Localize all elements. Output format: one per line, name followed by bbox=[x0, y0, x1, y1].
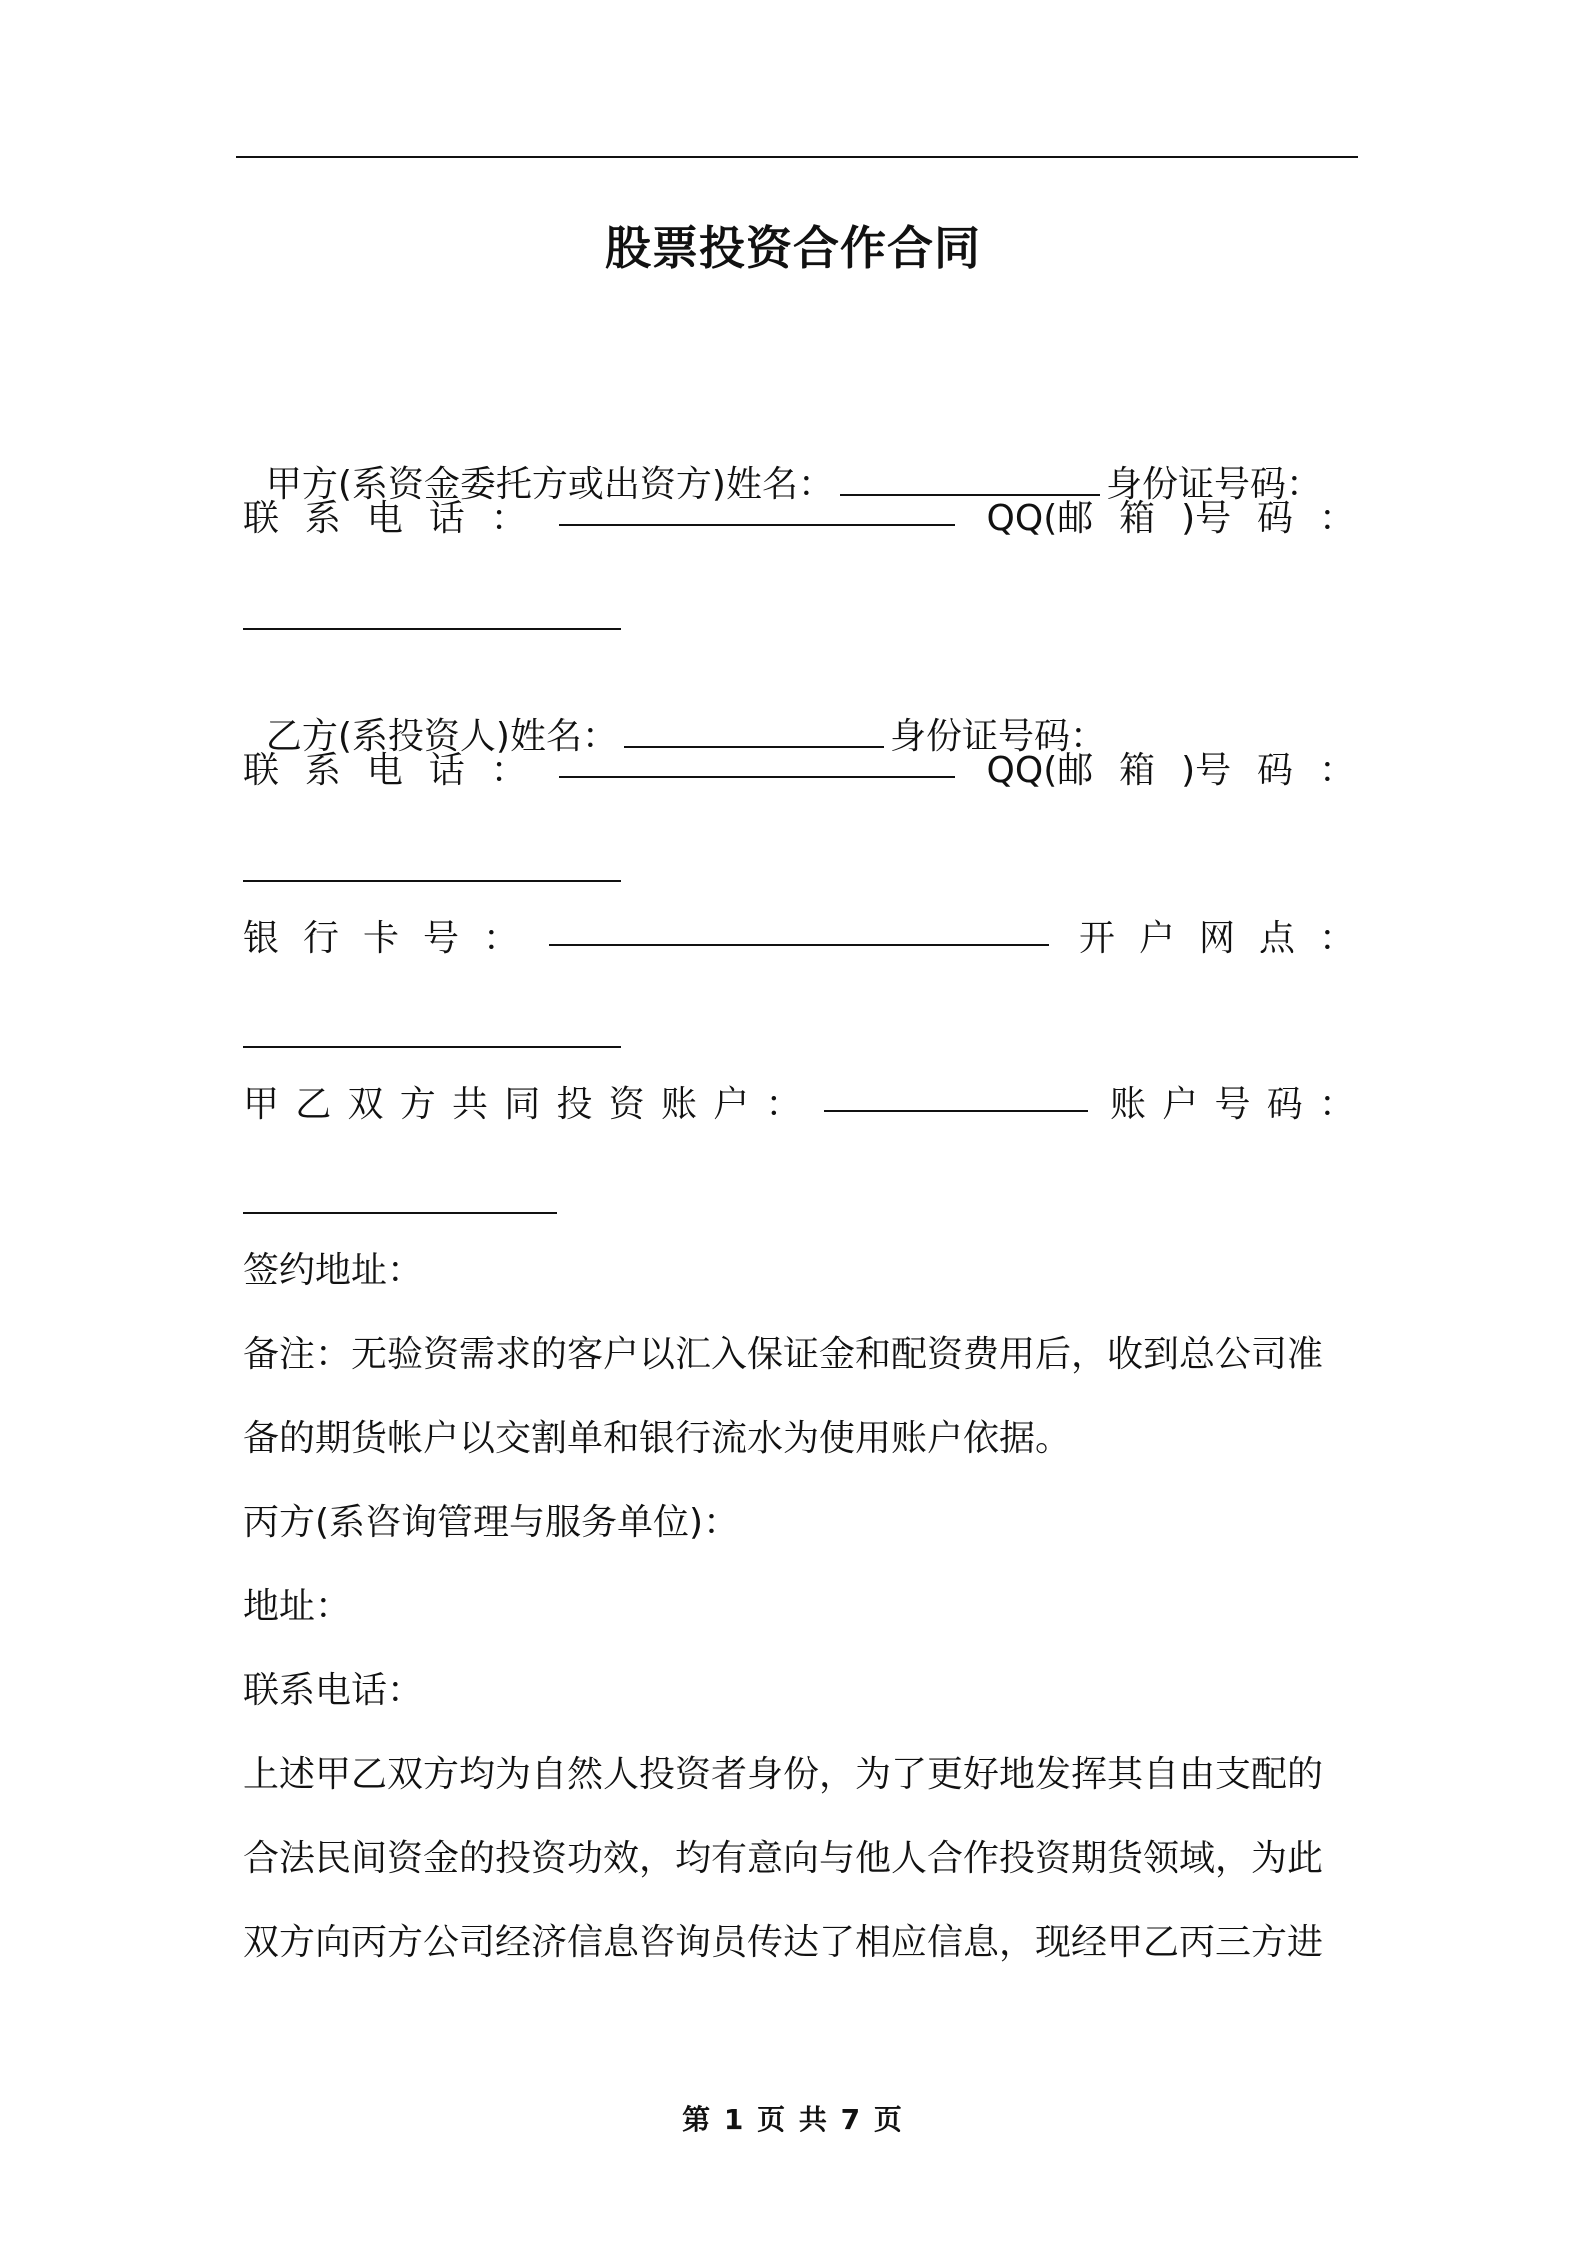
joint-char: 户 bbox=[713, 1084, 750, 1125]
branch-char: 点 bbox=[1258, 918, 1295, 959]
party-b-name-label: 乙方(系投资人)姓名： bbox=[265, 716, 618, 757]
bank-card-blank[interactable] bbox=[549, 914, 1049, 946]
phone-char: 话 bbox=[428, 498, 465, 539]
phone-char: 联 bbox=[243, 498, 280, 539]
party-b-phone-blank[interactable] bbox=[559, 746, 955, 778]
qq-char: )号 bbox=[1181, 750, 1232, 791]
joint-account-blank[interactable] bbox=[824, 1080, 1088, 1112]
party-a-name-line bbox=[243, 410, 1322, 505]
party-c-address: 地址： bbox=[243, 1586, 352, 1627]
qq-char: QQ(邮 bbox=[986, 750, 1094, 791]
party-b-id-label: 身份证号码： bbox=[889, 716, 1106, 757]
account-char: 号 bbox=[1214, 1084, 1251, 1125]
phone-char: ： bbox=[490, 498, 527, 539]
qq-char: 箱 bbox=[1119, 750, 1156, 791]
body-line-2: 合法民间资金的投资功效，均有意向与他人合作投资期货领域，为此 bbox=[243, 1838, 1324, 1879]
branch-char: 户 bbox=[1138, 918, 1175, 959]
joint-char: 甲 bbox=[243, 1084, 280, 1125]
branch-blank[interactable] bbox=[243, 1046, 621, 1048]
bank-char: 卡 bbox=[363, 918, 400, 959]
party-a-phone-line bbox=[243, 494, 1355, 544]
bank-char: 行 bbox=[303, 918, 340, 959]
bank-char: ： bbox=[483, 918, 520, 959]
party-a-qq-blank[interactable] bbox=[243, 628, 621, 630]
joint-char: 资 bbox=[608, 1084, 645, 1125]
branch-char: ： bbox=[1318, 918, 1355, 959]
party-b-name-blank[interactable] bbox=[624, 716, 884, 748]
qq-char: ： bbox=[1318, 750, 1355, 791]
party-b-qq-blank[interactable] bbox=[243, 880, 621, 882]
bank-card-line bbox=[243, 914, 1355, 964]
header-rule bbox=[236, 156, 1358, 158]
joint-account-line bbox=[243, 1080, 1355, 1130]
joint-char: ： bbox=[765, 1084, 802, 1125]
joint-char: 共 bbox=[452, 1084, 489, 1125]
qq-char: 码 bbox=[1257, 750, 1294, 791]
branch-char: 开 bbox=[1078, 918, 1115, 959]
party-c-phone: 联系电话： bbox=[243, 1670, 424, 1711]
joint-char: 投 bbox=[556, 1084, 593, 1125]
party-a-phone-blank[interactable] bbox=[559, 494, 955, 526]
account-char: ： bbox=[1318, 1084, 1355, 1125]
joint-char: 方 bbox=[399, 1084, 436, 1125]
party-a-id-label: 身份证号码： bbox=[1105, 464, 1322, 505]
party-c-name: 丙方(系咨询管理与服务单位)： bbox=[243, 1502, 740, 1543]
body-line-3: 双方向丙方公司经济信息咨询员传达了相应信息，现经甲乙丙三方进 bbox=[243, 1922, 1324, 1963]
party-a-name-blank[interactable] bbox=[840, 464, 1100, 496]
phone-char: 系 bbox=[304, 498, 341, 539]
page-footer: 第 1 页 共 7 页 bbox=[682, 2103, 904, 2136]
phone-char: 系 bbox=[304, 750, 341, 791]
phone-char: 联 bbox=[243, 750, 280, 791]
party-b-name-line bbox=[243, 662, 1106, 757]
joint-char: 账 bbox=[661, 1084, 698, 1125]
party-b-phone-line bbox=[243, 746, 1355, 796]
joint-char: 同 bbox=[504, 1084, 541, 1125]
phone-char: ： bbox=[490, 750, 527, 791]
phone-char: 电 bbox=[366, 498, 403, 539]
account-char: 码 bbox=[1266, 1084, 1303, 1125]
phone-char: 话 bbox=[428, 750, 465, 791]
document-title: 股票投资合作合同 bbox=[605, 221, 981, 275]
party-a-name-label: 甲方(系资金委托方或出资方)姓名： bbox=[265, 464, 834, 505]
joint-char: 乙 bbox=[295, 1084, 332, 1125]
qq-char: 码 bbox=[1257, 498, 1294, 539]
qq-char: ： bbox=[1318, 498, 1355, 539]
remark-line-2: 备的期货帐户以交割单和银行流水为使用账户依据。 bbox=[243, 1418, 1072, 1459]
sign-address: 签约地址： bbox=[243, 1250, 424, 1291]
qq-char: 箱 bbox=[1119, 498, 1156, 539]
remark-line-1: 备注：无验资需求的客户以汇入保证金和配资费用后，收到总公司准 bbox=[243, 1334, 1324, 1375]
qq-char: QQ(邮 bbox=[986, 498, 1094, 539]
bank-char: 银 bbox=[243, 918, 280, 959]
qq-char: )号 bbox=[1181, 498, 1232, 539]
joint-char: 双 bbox=[347, 1084, 384, 1125]
account-char: 账 bbox=[1109, 1084, 1146, 1125]
branch-char: 网 bbox=[1198, 918, 1235, 959]
account-number-blank[interactable] bbox=[243, 1212, 557, 1214]
phone-char: 电 bbox=[366, 750, 403, 791]
account-char: 户 bbox=[1162, 1084, 1199, 1125]
bank-char: 号 bbox=[423, 918, 460, 959]
body-line-1: 上述甲乙双方均为自然人投资者身份，为了更好地发挥其自由支配的 bbox=[243, 1754, 1324, 1795]
